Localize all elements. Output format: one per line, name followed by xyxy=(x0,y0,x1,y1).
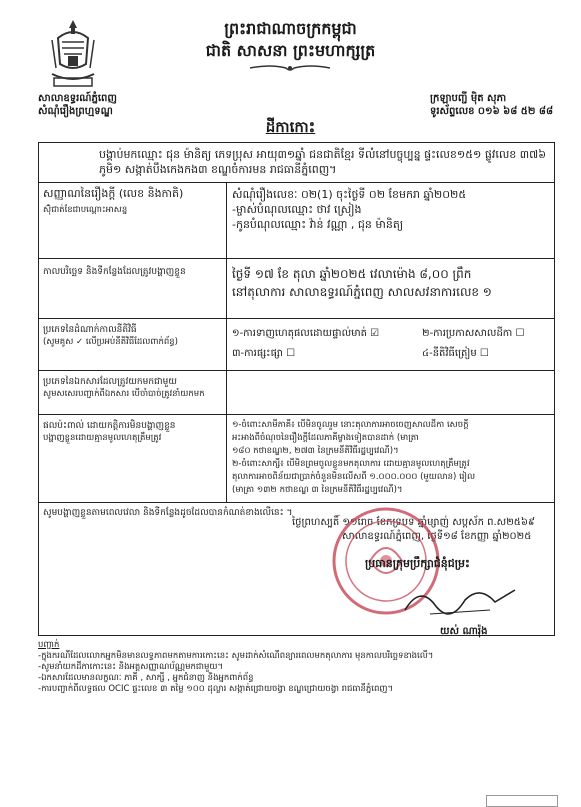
consequence-line-6: (មាត្រា ១៣២ កថាខណ្ឌ ៣ នៃក្រមនីតិវិធីរដ្ឋប្បវេណី)។ xyxy=(232,485,403,495)
document-title: ដីកាកោះ xyxy=(265,118,316,136)
consequences-label: ផលប៉ះពាល់ ដោយកត្តិការមិនបង្ហាញខ្លួន xyxy=(43,421,176,431)
consequences-sublabel: បង្ហាញខ្លួនដោយគ្មានមូលហេតុត្រឹមត្រូវ xyxy=(43,433,162,443)
consequence-line-3: ១៨០ កថាខណ្ឌ២, ២៧៣ នៃក្រមនីតិវិធីរដ្ឋប្បវេណី)។ xyxy=(232,446,399,456)
intro-row xyxy=(39,143,554,183)
case-row xyxy=(39,183,554,259)
case-number: សំណុំរឿងលេខៈ ០២(1) ចុះថ្ងៃទី ០២ ខែមករា ឆ្នាំ២០២៥ xyxy=(232,188,467,201)
kingdom-heading: ព្រះរាជាណាចក្រកម្ពុជា xyxy=(224,19,357,38)
consequences-row xyxy=(39,415,554,503)
lunar-date: ថ្ងៃព្រហស្បតិ៍ ១១រោច ខែភទ្របទ ឆ្នាំម្សាញ់ សប្តស័ក ព.ស២៥៦៩ xyxy=(292,517,535,528)
case-sublabel: ស៊ុំជាត់ខែជាបណ្ដោះអាសន្ន xyxy=(43,205,128,215)
footer-line-1: -ក្នុងករណីដែលលោកអ្នកមិនមានលទ្ធភាពមកតាមការកោះនេះ សូមដាក់សំណើពន្យារពេលមកតុលាការ មុនកាលបរិច្ឆេទខាងលើ។ xyxy=(38,651,434,661)
option-judgment: ២-ការប្រកាសសាលដីកា ☐ xyxy=(422,328,525,339)
signature-icon xyxy=(400,580,520,620)
clerk-info xyxy=(430,92,553,118)
summons-table xyxy=(38,142,555,636)
consequence-line-1: ១-ចំពោះសាមីភាគី៖ បើមិនចូលរួម នោះតុលាការអាចចេញសាលដីកា សេចក្ដី xyxy=(232,420,469,430)
procedure-label: ប្រភេទនៃដំណាក់កាលនីតិវិធី xyxy=(43,325,137,335)
creditor-name: -ម្ចាស់បំណុលឈ្មោះ ថាវ ស្រៀង xyxy=(232,203,362,216)
option-conciliation: ៣-ការផ្សះផ្សា ☐ xyxy=(232,348,296,359)
consequences-text xyxy=(232,419,550,497)
documents-row xyxy=(39,371,554,415)
appearance-row xyxy=(39,259,554,319)
appearance-details xyxy=(232,265,550,301)
appearance-date: ថ្ងៃទី ១៧ ខែ តុលា ឆ្នាំ២០២៥ វេលាម៉ោង ៨,០០ ព្រឹក xyxy=(232,267,472,281)
documents-sublabel: សូមសសេរបញ្ជាក់ពីឯកសារ បើចាំបាច់ត្រូវនាំយកមក xyxy=(43,389,205,399)
court-name-line1: សាលាឧទ្ធរណ៍ភ្នំពេញ xyxy=(38,93,117,104)
signatory-name: យស់ ណារ៉ុង xyxy=(440,626,488,637)
footer-notes xyxy=(38,640,555,695)
case-details xyxy=(232,187,550,232)
clerk-phone: ទូរស័ព្ទលេខ ០១៦ ៦៨ ៥២ ៨៨ xyxy=(430,106,554,117)
corner-box xyxy=(486,795,558,807)
documents-label: ប្រភេទនៃឯកសារដែលត្រូវយកមកជាមួយ xyxy=(43,377,177,387)
appearance-label: កាលបរិច្ឆេទ និងទីកន្លែងដែលត្រូវបង្ហាញខ្លួន xyxy=(43,267,186,277)
appearance-place: នៅតុលាការ សាលាឧទ្ធរណ៍ភ្នំពេញ សាលសវនាការលេខ ១ xyxy=(232,285,492,299)
option-oral-argument: ១-ការទាញហេតុផលដោយផ្ទាល់មាត់ ☑ xyxy=(232,328,380,339)
footer-heading: បញ្ជាក់ xyxy=(38,640,60,650)
debtor-names: -កូនបំណុលឈ្មោះ វ៉ាន់ វណ្ណា , ជុន ម៉ានិត្យ xyxy=(232,218,404,231)
consequence-line-5: តុលាការអាចពិន័យជាប្រាក់ចំនួនមិនលើសពី ១.០០០.០០០ (មួយលាន) រៀល xyxy=(232,472,476,482)
consequence-line-4: ២-ចំពោះសាក្សី៖ បើមិនព្រមចូលខ្លួនមកតុលាការ ដោយគ្មានមូលហេតុត្រឹមត្រូវ xyxy=(232,459,470,469)
place-date: សាលាឧទ្ធរណ៍ភ្នំពេញ, ថ្ងៃទី១៨ ខែកញ្ញា ឆ្នាំ២០២៥ xyxy=(342,531,532,542)
clerk-name: ក្រឡាបញ្ជី ម៉ិត សុភា xyxy=(430,93,507,104)
procedure-row xyxy=(39,319,554,371)
consequence-line-2: អះអាងពីចំណុចនៃរឿងក្ដីដែលភាគីម្ខាងទៀតបានដាក់ (មាត្រា xyxy=(232,433,419,443)
signatory-title: ប្រធានក្រុមប្រឹក្សាជំនុំជម្រះ xyxy=(365,557,470,570)
case-label: សញ្ញាណនៃរឿងក្ដី (លេខ និងកាតិ) xyxy=(43,187,184,200)
procedure-sublabel: (សូមគូស ✓ លើប្រអប់នីតិវិធីដែលពាក់ព័ន្ធ) xyxy=(43,337,178,347)
footer-line-3: -ឯកសារដែលមានលក្ខណៈ ភាគី , សាក្សី , អ្នកជំនាញ និងអ្នកពាក់ព័ន្ធ xyxy=(38,673,254,683)
ornament-divider-icon xyxy=(250,64,330,72)
footer-line-4: -ការបញ្ជាក់ពីលទ្ធផល OCIC ផ្ទះលេខ ៣ តម្លៃ ១០០ ដុល្លារ សង្កាត់ជ្រោយចង្វា ខណ្ឌជ្រោយចង្វា រាជធានីភ្នំពេញ។ xyxy=(38,684,394,694)
national-motto: ជាតិ សាសនា ព្រះមហាក្សត្រ xyxy=(205,41,376,60)
intro-text: បង្គាប់មកឈ្មោះ ជុន ម៉ានិត្យ ភេទប្រុស អាយុ៣១ឆ្នាំ ជនជាតិខ្មែរ ទីលំនៅបច្ចុប្បន្ន ផ្ទះលេខ១៥១ ផ្លូវលេខ ៣៧៦ ភូមិ១ សង្កាត់បឹងកេងកង៣ ខណ្ឌចំការមន រាជធានីភ្នំពេញ។ xyxy=(99,148,546,176)
court-name xyxy=(38,92,117,118)
court-name-line2: សំណុំរឿងព្រហ្មទណ្ឌ xyxy=(38,106,113,117)
footer-line-2: -សូមនាំយកដីកាកោះនេះ និងអត្តសញ្ញាណប័ណ្ណមកជាមួយ។ xyxy=(38,662,224,672)
option-preparatory: ៤-នីតិវិធីត្រៀម ☐ xyxy=(422,348,489,359)
request-note: សូមបង្ហាញខ្លួនតាមពេលវេលា និងទីកន្លែងដូចដែលបានកំណត់ខាងលើនេះ ។ xyxy=(43,508,293,518)
